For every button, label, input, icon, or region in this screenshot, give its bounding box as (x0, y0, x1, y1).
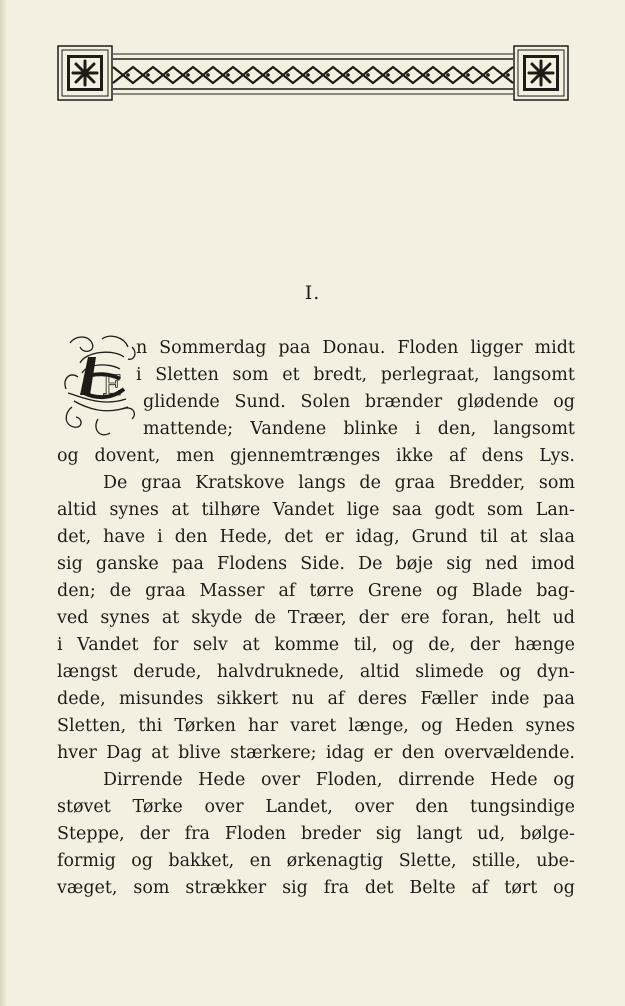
text-line (57, 551, 575, 578)
word: langt (416, 824, 463, 844)
word: blinke (343, 419, 398, 439)
word: bølge- (520, 824, 575, 844)
word: Flodens (217, 554, 288, 574)
word: altid (57, 500, 97, 520)
word: glidende (143, 392, 220, 412)
word: ned (485, 554, 518, 574)
word: af (278, 581, 296, 601)
word: og (436, 581, 458, 601)
text-line (57, 794, 575, 821)
text-line (57, 740, 575, 767)
word: den, (437, 419, 477, 439)
word: Dag (106, 743, 142, 763)
word: Bredder, (448, 473, 526, 493)
word: den; (57, 581, 96, 601)
word: Sletten (155, 365, 219, 385)
word: og (391, 635, 414, 655)
word: ud, (477, 824, 506, 844)
word: Steppe, (57, 824, 125, 844)
word: i (57, 635, 63, 655)
word: altid (359, 662, 400, 682)
text-line (57, 389, 575, 416)
word: tørre (309, 581, 354, 601)
word: inde (491, 689, 530, 709)
word: slaa (539, 527, 575, 547)
word: dede, (57, 689, 106, 709)
word: derude, (133, 662, 202, 682)
word: som (538, 473, 575, 493)
word: Fæller (420, 689, 478, 709)
word: de, (428, 635, 456, 655)
word: skyde (191, 608, 243, 628)
word: slimede (415, 662, 484, 682)
word: og (553, 392, 575, 412)
word: fra (184, 824, 210, 844)
word: bøje (395, 554, 434, 574)
word: mattende; (143, 419, 234, 439)
word: Sletten, (57, 716, 127, 736)
word: brænder (364, 392, 443, 412)
word: ere (400, 608, 430, 628)
word: til (479, 527, 498, 547)
word: og (499, 662, 522, 682)
word: det (364, 878, 394, 898)
word: og (57, 446, 79, 466)
word: paa (542, 689, 575, 709)
word: Hede, (219, 527, 273, 547)
text-line (57, 605, 575, 632)
word: ligger (470, 338, 523, 358)
word: langsomt (493, 419, 575, 439)
word: n (136, 338, 148, 358)
text-line (57, 578, 575, 605)
word: Tørken (174, 716, 236, 736)
word: stærkere; (230, 743, 317, 763)
word: graa (145, 581, 186, 601)
word: er (373, 743, 393, 763)
word: De (103, 473, 128, 493)
word: midt (534, 338, 575, 358)
word: synes (525, 716, 575, 736)
word: De (358, 554, 383, 574)
word: saa (392, 500, 422, 520)
word: i (136, 365, 142, 385)
word: Dirrende (103, 770, 183, 790)
word: til, (353, 635, 378, 655)
word: Belte (409, 878, 456, 898)
word: som (232, 365, 269, 385)
body-text (57, 335, 575, 902)
word: bag- (536, 581, 575, 601)
word: fra (323, 878, 350, 898)
word: dirrende (398, 770, 475, 790)
word: den (415, 797, 449, 817)
text-line (57, 821, 575, 848)
word: varet (290, 716, 337, 736)
word: Slette, (398, 851, 457, 871)
ornamental-band (113, 54, 513, 94)
word: komme (274, 635, 340, 655)
word: i (415, 419, 421, 439)
word: Landet, (265, 797, 333, 817)
word: der (139, 824, 170, 844)
word: er (324, 527, 344, 547)
left-corner-ornament (58, 46, 112, 100)
word: i (157, 527, 163, 547)
word: idag (325, 743, 365, 763)
chapter-heading: I. (304, 282, 321, 304)
word: dovent, (94, 446, 161, 466)
word: ganske (95, 554, 159, 574)
word: der (469, 635, 500, 655)
word: hver (57, 743, 97, 763)
word: de (359, 473, 381, 493)
word: lige (346, 500, 380, 520)
word: Donau. (322, 338, 386, 358)
word: over (354, 797, 394, 817)
word: Grene (367, 581, 423, 601)
word: som (487, 500, 524, 520)
word: glødende (456, 392, 539, 412)
word: strækker (185, 878, 267, 898)
word: væget, (57, 878, 118, 898)
word: synes (100, 608, 150, 628)
text-line (57, 632, 575, 659)
word: Masser (199, 581, 265, 601)
word: har (247, 716, 279, 736)
word: Blade (471, 581, 523, 601)
word: over (260, 770, 301, 790)
word: Floden (224, 824, 286, 844)
word: formig (57, 851, 116, 871)
word: og (553, 770, 575, 790)
word: at (151, 743, 169, 763)
word: Vandet (272, 500, 335, 520)
word: og (421, 716, 443, 736)
word: Sund. (234, 392, 286, 412)
word: paa (278, 338, 311, 358)
word: imod (531, 554, 575, 574)
text-line (57, 848, 575, 875)
word: for (153, 635, 179, 655)
word: bakket, (168, 851, 235, 871)
word: det (284, 527, 313, 547)
word: langsomt (493, 365, 575, 385)
word: ube- (536, 851, 575, 871)
word: thi (138, 716, 163, 736)
word: at (171, 500, 189, 520)
drop-cap-letter: E (102, 369, 123, 402)
word: godt (434, 500, 475, 520)
word: breder (300, 824, 361, 844)
word: foran, (441, 608, 495, 628)
word: have (103, 527, 146, 547)
text-line (57, 497, 575, 524)
word: dens (481, 446, 524, 466)
word: bredt, (313, 365, 368, 385)
word: som (133, 878, 170, 898)
ornamental-headpiece (57, 45, 569, 101)
text-line (57, 335, 575, 362)
text-line (57, 470, 575, 497)
word: gjennemtrænges (230, 446, 381, 466)
word: tørt (504, 878, 538, 898)
word: af (327, 689, 345, 709)
word: og (553, 878, 575, 898)
word: idag, (355, 527, 400, 547)
word: det, (57, 527, 92, 547)
word: perlegraat, (380, 365, 480, 385)
word: og (131, 851, 153, 871)
word: langs (298, 473, 346, 493)
text-line (57, 875, 575, 902)
word: graa (141, 473, 182, 493)
word: ikke (396, 446, 434, 466)
word: at (242, 635, 260, 655)
word: ud (552, 608, 575, 628)
word: sig (446, 554, 472, 574)
word: Træer, (287, 608, 347, 628)
word: sig (375, 824, 402, 844)
text-line (57, 686, 575, 713)
word: misundes (119, 689, 204, 709)
word: længe, (348, 716, 409, 736)
word: Sommerdag (159, 338, 267, 358)
word: Floden, (315, 770, 383, 790)
word: men (176, 446, 215, 466)
word: der (358, 608, 389, 628)
word: den (174, 527, 208, 547)
word: Floden (397, 338, 459, 358)
word: støvet (57, 797, 111, 817)
word: Hede (490, 770, 538, 790)
text-line (57, 659, 575, 686)
word: synes (109, 500, 159, 520)
word: selv (192, 635, 228, 655)
word: Side. (300, 554, 345, 574)
word: af (471, 878, 489, 898)
word: Lys. (539, 446, 575, 466)
text-line (57, 443, 575, 470)
word: sikkert (216, 689, 279, 709)
word: Vandet (77, 635, 139, 655)
word: tungsindige (469, 797, 575, 817)
text-line (57, 416, 575, 443)
word: en (249, 851, 272, 871)
word: overvældende. (443, 743, 575, 763)
word: ørkenagtig (286, 851, 384, 871)
word: stille, (472, 851, 521, 871)
word: længst (57, 662, 118, 682)
right-corner-ornament (514, 46, 568, 100)
word: sig (282, 878, 308, 898)
word: ved (57, 608, 89, 628)
word: at (161, 608, 180, 628)
word: Solen (300, 392, 351, 412)
word: helt (506, 608, 541, 628)
word: nu (291, 689, 315, 709)
word: sig (57, 554, 83, 574)
word: de (254, 608, 276, 628)
word: den (401, 743, 435, 763)
text-line (57, 524, 575, 551)
text-line (57, 362, 575, 389)
word: dyn- (536, 662, 575, 682)
word: Kratskove (195, 473, 285, 493)
word: Grund (411, 527, 468, 547)
word: over (204, 797, 244, 817)
word: de (109, 581, 132, 601)
word: at (509, 527, 528, 547)
word: et (282, 365, 300, 385)
word: tilhøre (201, 500, 261, 520)
word: Tørke (132, 797, 183, 817)
word: Vandene (250, 419, 327, 439)
text-line (57, 767, 575, 794)
word: af (448, 446, 466, 466)
text-line (57, 713, 575, 740)
word: graa (394, 473, 436, 493)
word: halvdruknede, (216, 662, 345, 682)
word: Hede (198, 770, 246, 790)
word: Heden (454, 716, 514, 736)
word: Lan- (535, 500, 575, 520)
word: deres (357, 689, 408, 709)
word: paa (171, 554, 204, 574)
page-edge (0, 0, 6, 1006)
word: blive (178, 743, 221, 763)
word: hænge (514, 635, 575, 655)
